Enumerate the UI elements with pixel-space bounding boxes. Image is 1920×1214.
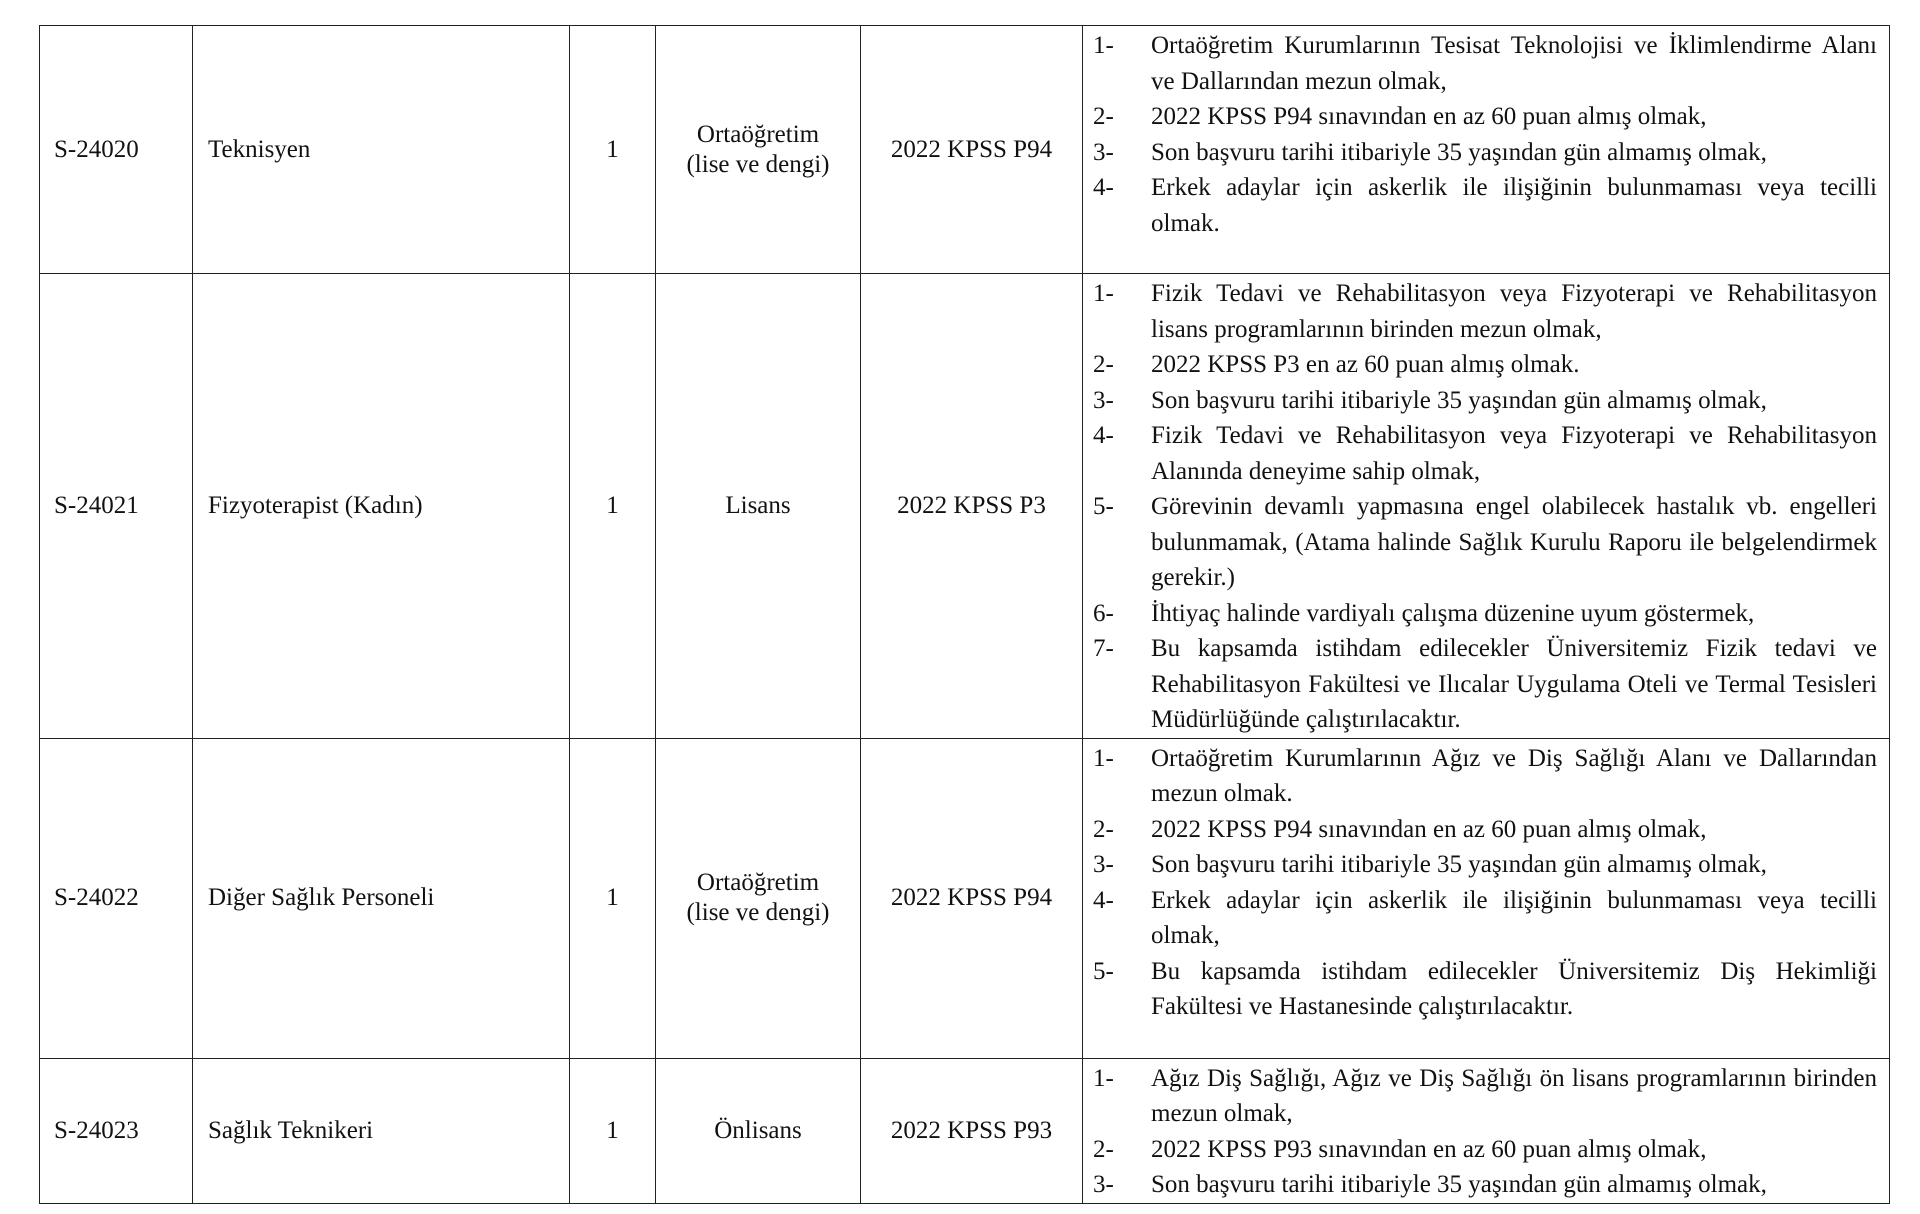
- requirements-list: [1093, 276, 1877, 738]
- requirements-cell: [1083, 738, 1890, 1058]
- requirement-item: [1093, 631, 1877, 738]
- requirement-text: 2022 KPSS P94 sınavından en az 60 puan almış olmak,: [1151, 103, 1707, 130]
- requirements-cell: [1083, 26, 1890, 274]
- requirement-item: [1093, 99, 1877, 135]
- position-code: S-24022: [40, 738, 193, 1058]
- requirement-item: [1093, 954, 1877, 1025]
- requirement-text: İhtiyaç halinde vardiyalı çalışma düzenine uyum göstermek,: [1151, 599, 1755, 627]
- requirement-text: Ortaöğretim Kurumlarının Tesisat Teknolojisi ve İklimlendirme Alanı ve Dallarından mezun olmak,: [1151, 32, 1877, 95]
- requirement-number: 6-: [1093, 599, 1114, 627]
- education-line: Önlisans: [714, 1116, 802, 1144]
- table-row: [40, 738, 1890, 1058]
- requirement-text: 2022 KPSS P3 en az 60 puan almış olmak.: [1151, 351, 1580, 378]
- education-line: (lise ve dengi): [686, 899, 830, 926]
- table-row: [40, 26, 1890, 274]
- requirement-number: 4-: [1093, 422, 1114, 449]
- requirement-text: Fizik Tedavi ve Rehabilitasyon veya Fizyoterapi ve Rehabilitasyon lisans programlarının birinden mezun olmak,: [1151, 280, 1877, 343]
- requirement-text: Son başvuru tarihi itibariyle 35 yaşından gün almamış olmak,: [1151, 851, 1767, 878]
- positions-table: [39, 25, 1890, 1204]
- position-title: Teknisyen: [193, 26, 570, 274]
- position-count: 1: [570, 1058, 656, 1203]
- requirement-text: 2022 KPSS P94 sınavından en az 60 puan almış olmak,: [1151, 815, 1707, 843]
- requirement-number: 3-: [1093, 138, 1114, 166]
- requirement-number: 2-: [1093, 1135, 1114, 1163]
- position-count: 1: [570, 738, 656, 1058]
- requirement-text: Bu kapsamda istihdam edilecekler Üniversitemiz Fizik tedavi ve Rehabilitasyon Fakültesi ve Ilıcalar Uygulama Oteli ve Termal Tesisleri Müdürlüğünde çalıştırılacaktır.: [1151, 635, 1877, 733]
- requirement-item: [1093, 28, 1877, 99]
- requirement-number: 2-: [1093, 351, 1114, 378]
- requirement-item: [1093, 170, 1877, 241]
- education-line: Ortaöğretim: [696, 869, 820, 896]
- exam-type: 2022 KPSS P94: [861, 738, 1083, 1058]
- exam-type: 2022 KPSS P93: [861, 1058, 1083, 1203]
- requirement-item: [1093, 135, 1877, 171]
- requirement-number: 2-: [1093, 103, 1114, 130]
- position-title: Sağlık Teknikeri: [193, 1058, 570, 1203]
- position-title: Diğer Sağlık Personeli: [193, 738, 570, 1058]
- requirement-item: [1093, 847, 1877, 883]
- requirement-text: Fizik Tedavi ve Rehabilitasyon veya Fizyoterapi ve Rehabilitasyon Alanında deneyime sahip olmak,: [1151, 422, 1877, 485]
- requirement-text: Erkek adaylar için askerlik ile ilişiğinin bulunmaması veya tecilli olmak,: [1151, 886, 1877, 949]
- education-level: [656, 274, 861, 739]
- requirements-list: [1093, 1061, 1877, 1203]
- requirement-text: Ağız Diş Sağlığı, Ağız ve Diş Sağlığı ön lisans programlarının birinden mezun olmak,: [1151, 1064, 1877, 1127]
- requirement-item: [1093, 812, 1877, 848]
- requirement-text: Erkek adaylar için askerlik ile ilişiğinin bulunmaması veya tecilli olmak.: [1151, 174, 1877, 237]
- position-count: 1: [570, 26, 656, 274]
- requirement-item: [1093, 596, 1877, 632]
- education-level: [656, 26, 861, 274]
- table-row: [40, 1058, 1890, 1203]
- requirement-item: [1093, 418, 1877, 489]
- requirement-text: 2022 KPSS P93 sınavından en az 60 puan almış olmak,: [1151, 1135, 1707, 1163]
- requirement-text: Son başvuru tarihi itibariyle 35 yaşından gün almamış olmak,: [1151, 386, 1767, 414]
- table-row: [40, 274, 1890, 739]
- requirement-number: 1-: [1093, 280, 1114, 307]
- requirement-item: [1093, 276, 1877, 347]
- exam-type: 2022 KPSS P94: [861, 26, 1083, 274]
- requirement-number: 4-: [1093, 174, 1114, 201]
- education-level: [656, 1058, 861, 1203]
- requirement-number: 3-: [1093, 851, 1114, 878]
- position-title: Fizyoterapist (Kadın): [193, 274, 570, 739]
- requirement-number: 2-: [1093, 815, 1114, 843]
- requirement-item: [1093, 489, 1877, 596]
- education-line: Lisans: [725, 491, 791, 519]
- requirement-text: Son başvuru tarihi itibariyle 35 yaşından gün almamış olmak,: [1151, 138, 1767, 166]
- education-level: [656, 738, 861, 1058]
- requirement-text: Bu kapsamda istihdam edilecekler Üniversitemiz Diş Hekimliği Fakültesi ve Hastanesinde çalıştırılacaktır.: [1151, 957, 1877, 1020]
- exam-type: 2022 KPSS P3: [861, 274, 1083, 739]
- requirement-text: Ortaöğretim Kurumlarının Ağız ve Diş Sağlığı Alanı ve Dallarından mezun olmak.: [1151, 744, 1877, 807]
- requirement-item: [1093, 1061, 1877, 1132]
- requirement-item: [1093, 383, 1877, 419]
- position-code: S-24023: [40, 1058, 193, 1203]
- requirements-cell: [1083, 1058, 1890, 1203]
- requirements-cell: [1083, 274, 1890, 739]
- requirement-item: [1093, 1167, 1877, 1203]
- requirement-number: 1-: [1093, 1064, 1114, 1092]
- requirement-number: 1-: [1093, 32, 1114, 59]
- requirements-list: [1093, 28, 1877, 241]
- requirement-number: 3-: [1093, 1171, 1114, 1198]
- requirement-item: [1093, 883, 1877, 954]
- requirement-item: [1093, 741, 1877, 812]
- requirement-number: 5-: [1093, 493, 1114, 520]
- requirement-number: 3-: [1093, 386, 1114, 414]
- requirement-number: 7-: [1093, 635, 1114, 662]
- requirement-text: Son başvuru tarihi itibariyle 35 yaşından gün almamış olmak,: [1151, 1171, 1767, 1198]
- requirement-item: [1093, 1132, 1877, 1168]
- position-count: 1: [570, 274, 656, 739]
- education-line: (lise ve dengi): [686, 150, 830, 178]
- requirement-text: Görevinin devamlı yapmasına engel olabilecek hastalık vb. engelleri bulunmamak, (Atama halinde Sağlık Kurulu Raporu ile belgelendirmek gerekir.): [1151, 493, 1877, 591]
- requirement-number: 5-: [1093, 957, 1114, 985]
- requirement-number: 4-: [1093, 886, 1114, 914]
- position-code: S-24021: [40, 274, 193, 739]
- position-code: S-24020: [40, 26, 193, 274]
- requirements-list: [1093, 741, 1877, 1025]
- requirement-number: 1-: [1093, 744, 1114, 772]
- requirement-item: [1093, 347, 1877, 383]
- education-line: Ortaöğretim: [696, 120, 820, 148]
